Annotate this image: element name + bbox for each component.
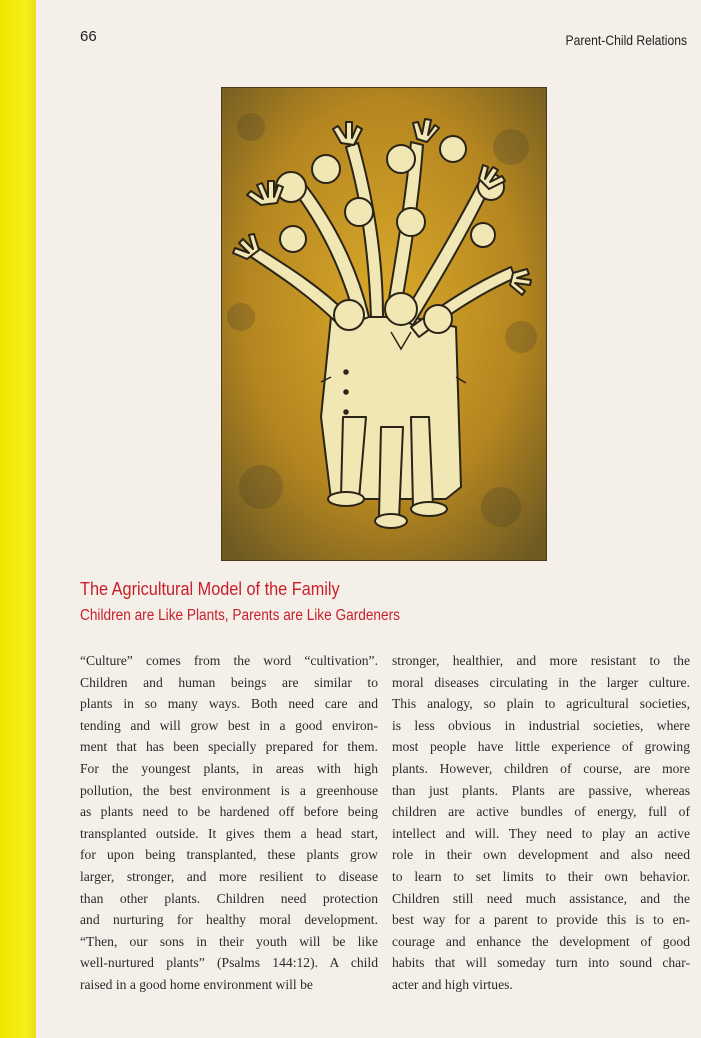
body-line: moral diseases circulating in the larger culture.	[392, 674, 690, 690]
body-line: children are active bundles of energy, full of	[392, 804, 690, 820]
body-line: courage and enhance the development of good	[392, 933, 690, 949]
body-line: larger, stronger, and more resilient to disease	[80, 868, 378, 884]
running-head: Parent-Child Relations	[565, 33, 687, 48]
body-line: tending and will grow best in a good environ-	[80, 717, 378, 733]
family-tree-illustration-icon	[221, 87, 547, 561]
body-line: For the youngest plants, in areas with high	[80, 760, 378, 776]
body-line: This analogy, so plain to agricultural societies,	[392, 696, 690, 712]
body-line: intellect and will. They need to play an active	[392, 825, 690, 841]
section-title: The Agricultural Model of the Family	[80, 578, 340, 599]
body-line: role in their own development and also need	[392, 847, 690, 863]
page-number: 66	[80, 28, 97, 45]
body-line: “Then, our sons in their youth will be like	[80, 933, 378, 949]
body-line: Children and human beings are similar to	[80, 674, 378, 690]
body-line: and nurturing for healthy moral development.	[80, 912, 378, 928]
body-line: for upon being transplanted, these plants grow	[80, 847, 378, 863]
body-line: transplanted outside. It gives them a head start,	[80, 825, 378, 841]
family-tree-illustration	[221, 87, 547, 561]
body-line: to learn to set limits to their own behavior.	[392, 868, 690, 884]
body-line: stronger, healthier, and more resistant to the	[392, 653, 690, 668]
section-subtitle: Children are Like Plants, Parents are Like Gardeners	[80, 607, 400, 624]
body-line: raised in a good home environment will be	[80, 976, 313, 992]
body-line: habits that will someday turn into sound char-	[392, 955, 690, 971]
body-line: best way for a parent to provide this is to en-	[392, 912, 690, 928]
body-line: ment that has been specially prepared for them.	[80, 739, 378, 755]
body-line: “Culture” comes from the word “cultivation”.	[80, 653, 378, 668]
body-line: than just plants. Plants are passive, whereas	[392, 782, 690, 798]
body-right-column	[392, 650, 690, 996]
body-line: acter and high virtues.	[392, 976, 513, 992]
body-line: plants in so many ways. Both need care and	[80, 696, 378, 712]
body-line: as plants need to be hardened off before being	[80, 804, 378, 820]
body-line: pollution, the best environment is a greenhouse	[80, 782, 378, 798]
body-line: well-nurtured plants” (Psalms 144:12). A child	[80, 955, 378, 971]
body-line: plants. However, children of course, are more	[392, 760, 690, 776]
body-line: than other plants. Children need protection	[80, 890, 378, 906]
body-line: is less obvious in industrial societies, where	[392, 717, 690, 733]
body-line: Children still need much assistance, and the	[392, 890, 690, 906]
body-line: most people have little experience of growing	[392, 739, 690, 755]
body-left-column	[80, 650, 378, 996]
yellow-page-edge	[0, 0, 36, 1038]
